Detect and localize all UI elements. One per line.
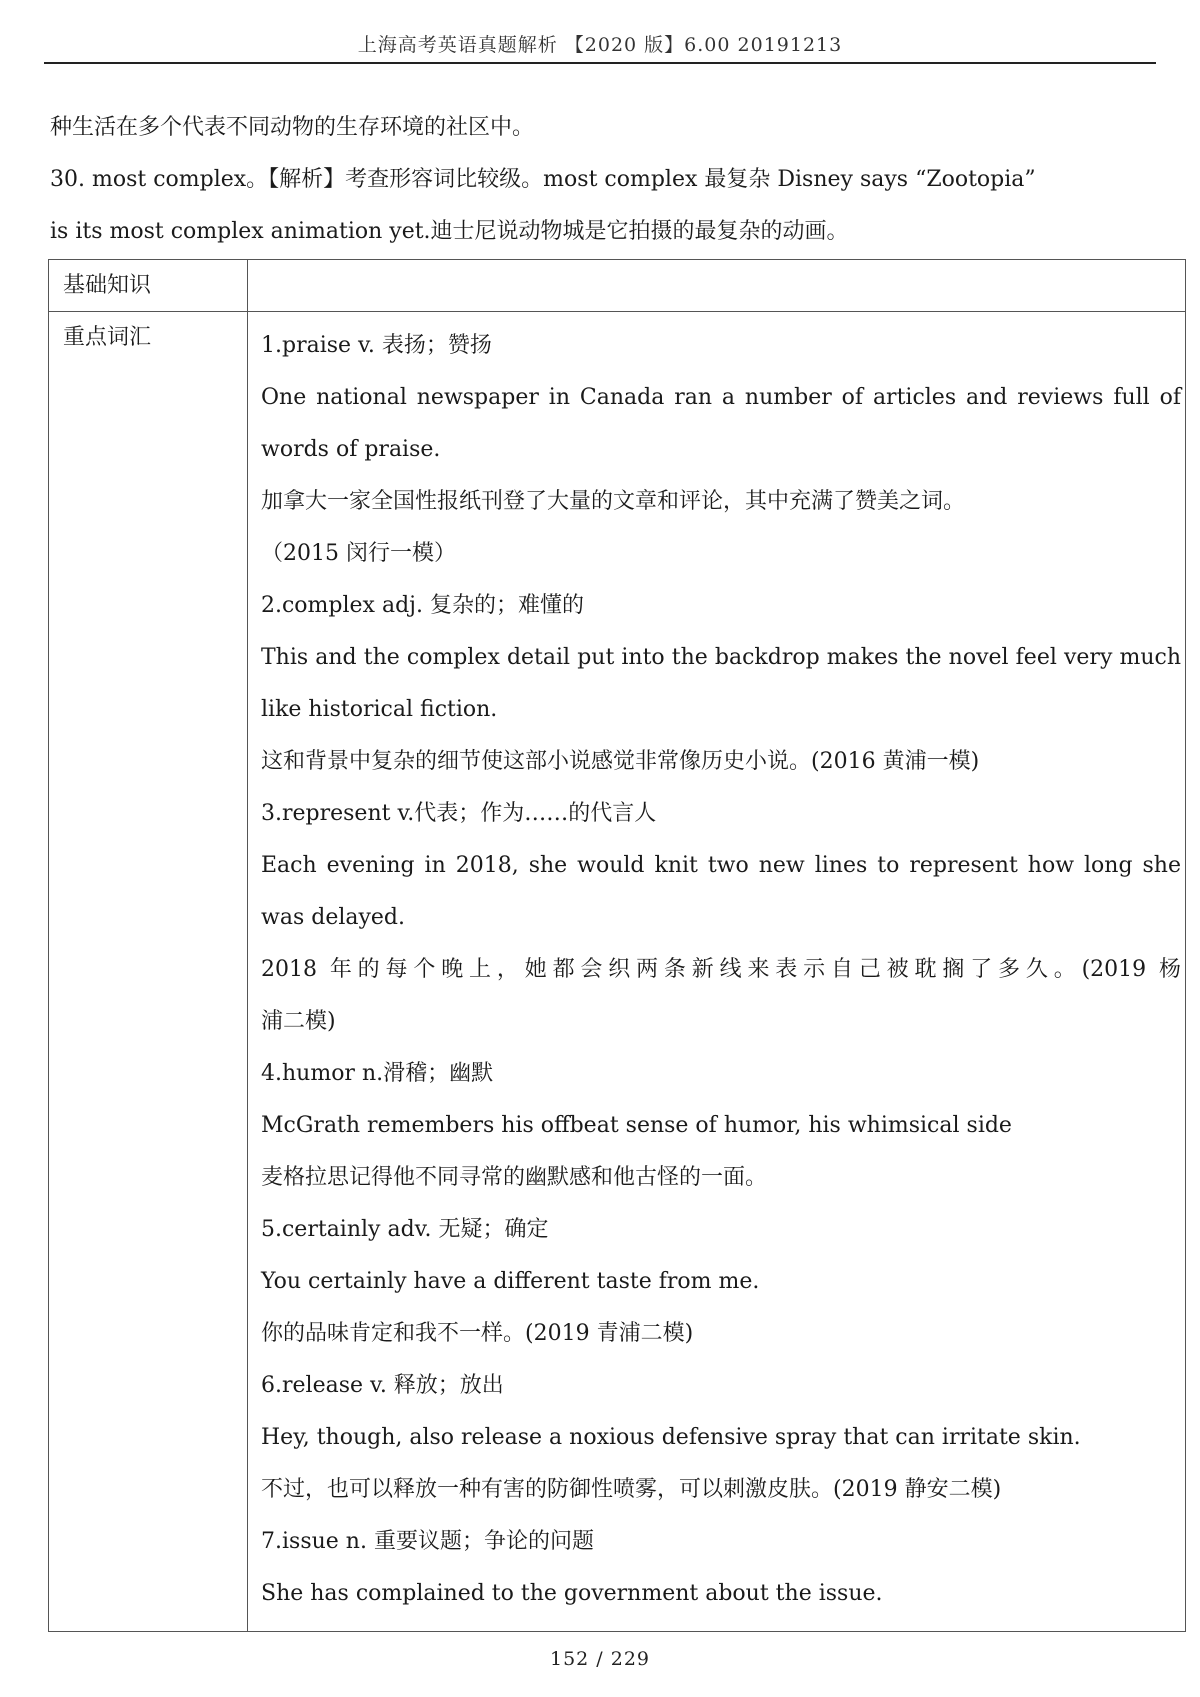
vocabulary-entries xyxy=(261,320,1181,1620)
page-separator: / xyxy=(596,1648,604,1670)
example-english: was delayed. xyxy=(261,905,406,930)
example-english: McGrath remembers his offbeat sense of humor, his whimsical side xyxy=(261,1113,1012,1138)
example-english: like historical fiction. xyxy=(261,697,498,722)
vocab-word: 6.release v. 释放；放出 xyxy=(261,1373,504,1398)
intro-line: 种生活在多个代表不同动物的生存环境的社区中。 xyxy=(50,115,535,140)
example-chinese: 麦格拉思记得他不同寻常的幽默感和他古怪的一面。 xyxy=(261,1165,768,1190)
intro-text xyxy=(50,102,1160,258)
header-rule xyxy=(44,62,1156,64)
vocabulary-table xyxy=(48,259,1186,1632)
example-english: Hey, though, also release a noxious defensive spray that can irritate skin. xyxy=(261,1425,1081,1450)
table-header-row xyxy=(49,260,1185,312)
example-chinese: 2018 年的每个晚上，她都会织两条新线来表示自己被耽搁了多久。(2019 杨 xyxy=(261,957,1181,982)
page-current: 152 xyxy=(549,1648,590,1670)
example-chinese: 浦二模) xyxy=(261,1009,336,1034)
example-english: She has complained to the government about the issue. xyxy=(261,1581,883,1606)
example-english: This and the complex detail put into the backdrop makes the novel feel very much xyxy=(261,645,1181,670)
column-divider xyxy=(247,260,248,1631)
vocab-word: 5.certainly adv. 无疑；确定 xyxy=(261,1217,549,1242)
example-english: You certainly have a different taste from me. xyxy=(261,1269,760,1294)
intro-line: 30. most complex。【解析】考查形容词比较级。most complex 最复杂 Disney says “Zootopia” xyxy=(50,167,1036,192)
vocab-word: 3.represent v.代表；作为……的代言人 xyxy=(261,801,657,826)
example-chinese: 加拿大一家全国性报纸刊登了大量的文章和评论，其中充满了赞美之词。 xyxy=(261,489,966,514)
page-number xyxy=(0,1648,1200,1670)
vocab-word: 4.humor n.滑稽；幽默 xyxy=(261,1061,494,1086)
vocab-word: 2.complex adj. 复杂的；难懂的 xyxy=(261,593,584,618)
example-english: words of praise. xyxy=(261,437,441,462)
vocab-word: 1.praise v. 表扬；赞扬 xyxy=(261,333,492,358)
vocab-word: 7.issue n. 重要议题；争论的问题 xyxy=(261,1529,594,1554)
example-source: （2015 闵行一模） xyxy=(261,541,456,566)
example-english: Each evening in 2018, she would knit two new lines to represent how long she xyxy=(261,853,1181,878)
row-label-cell: 重点词汇 xyxy=(63,325,152,350)
page-total: 229 xyxy=(610,1648,651,1670)
example-chinese: 你的品味肯定和我不一样。(2019 青浦二模) xyxy=(261,1321,694,1346)
example-chinese: 不过，也可以释放一种有害的防御性喷雾，可以刺激皮肤。(2019 静安二模) xyxy=(261,1477,1002,1502)
header-label-cell: 基础知识 xyxy=(63,273,152,298)
page-header: 上海高考英语真题解析 【2020 版】6.00 20191213 xyxy=(357,34,843,56)
example-chinese: 这和背景中复杂的细节使这部小说感觉非常像历史小说。(2016 黄浦一模) xyxy=(261,749,980,774)
intro-line: is its most complex animation yet.迪士尼说动物城是它拍摄的最复杂的动画。 xyxy=(50,219,849,244)
example-english: One national newspaper in Canada ran a number of articles and reviews full of xyxy=(261,385,1181,410)
